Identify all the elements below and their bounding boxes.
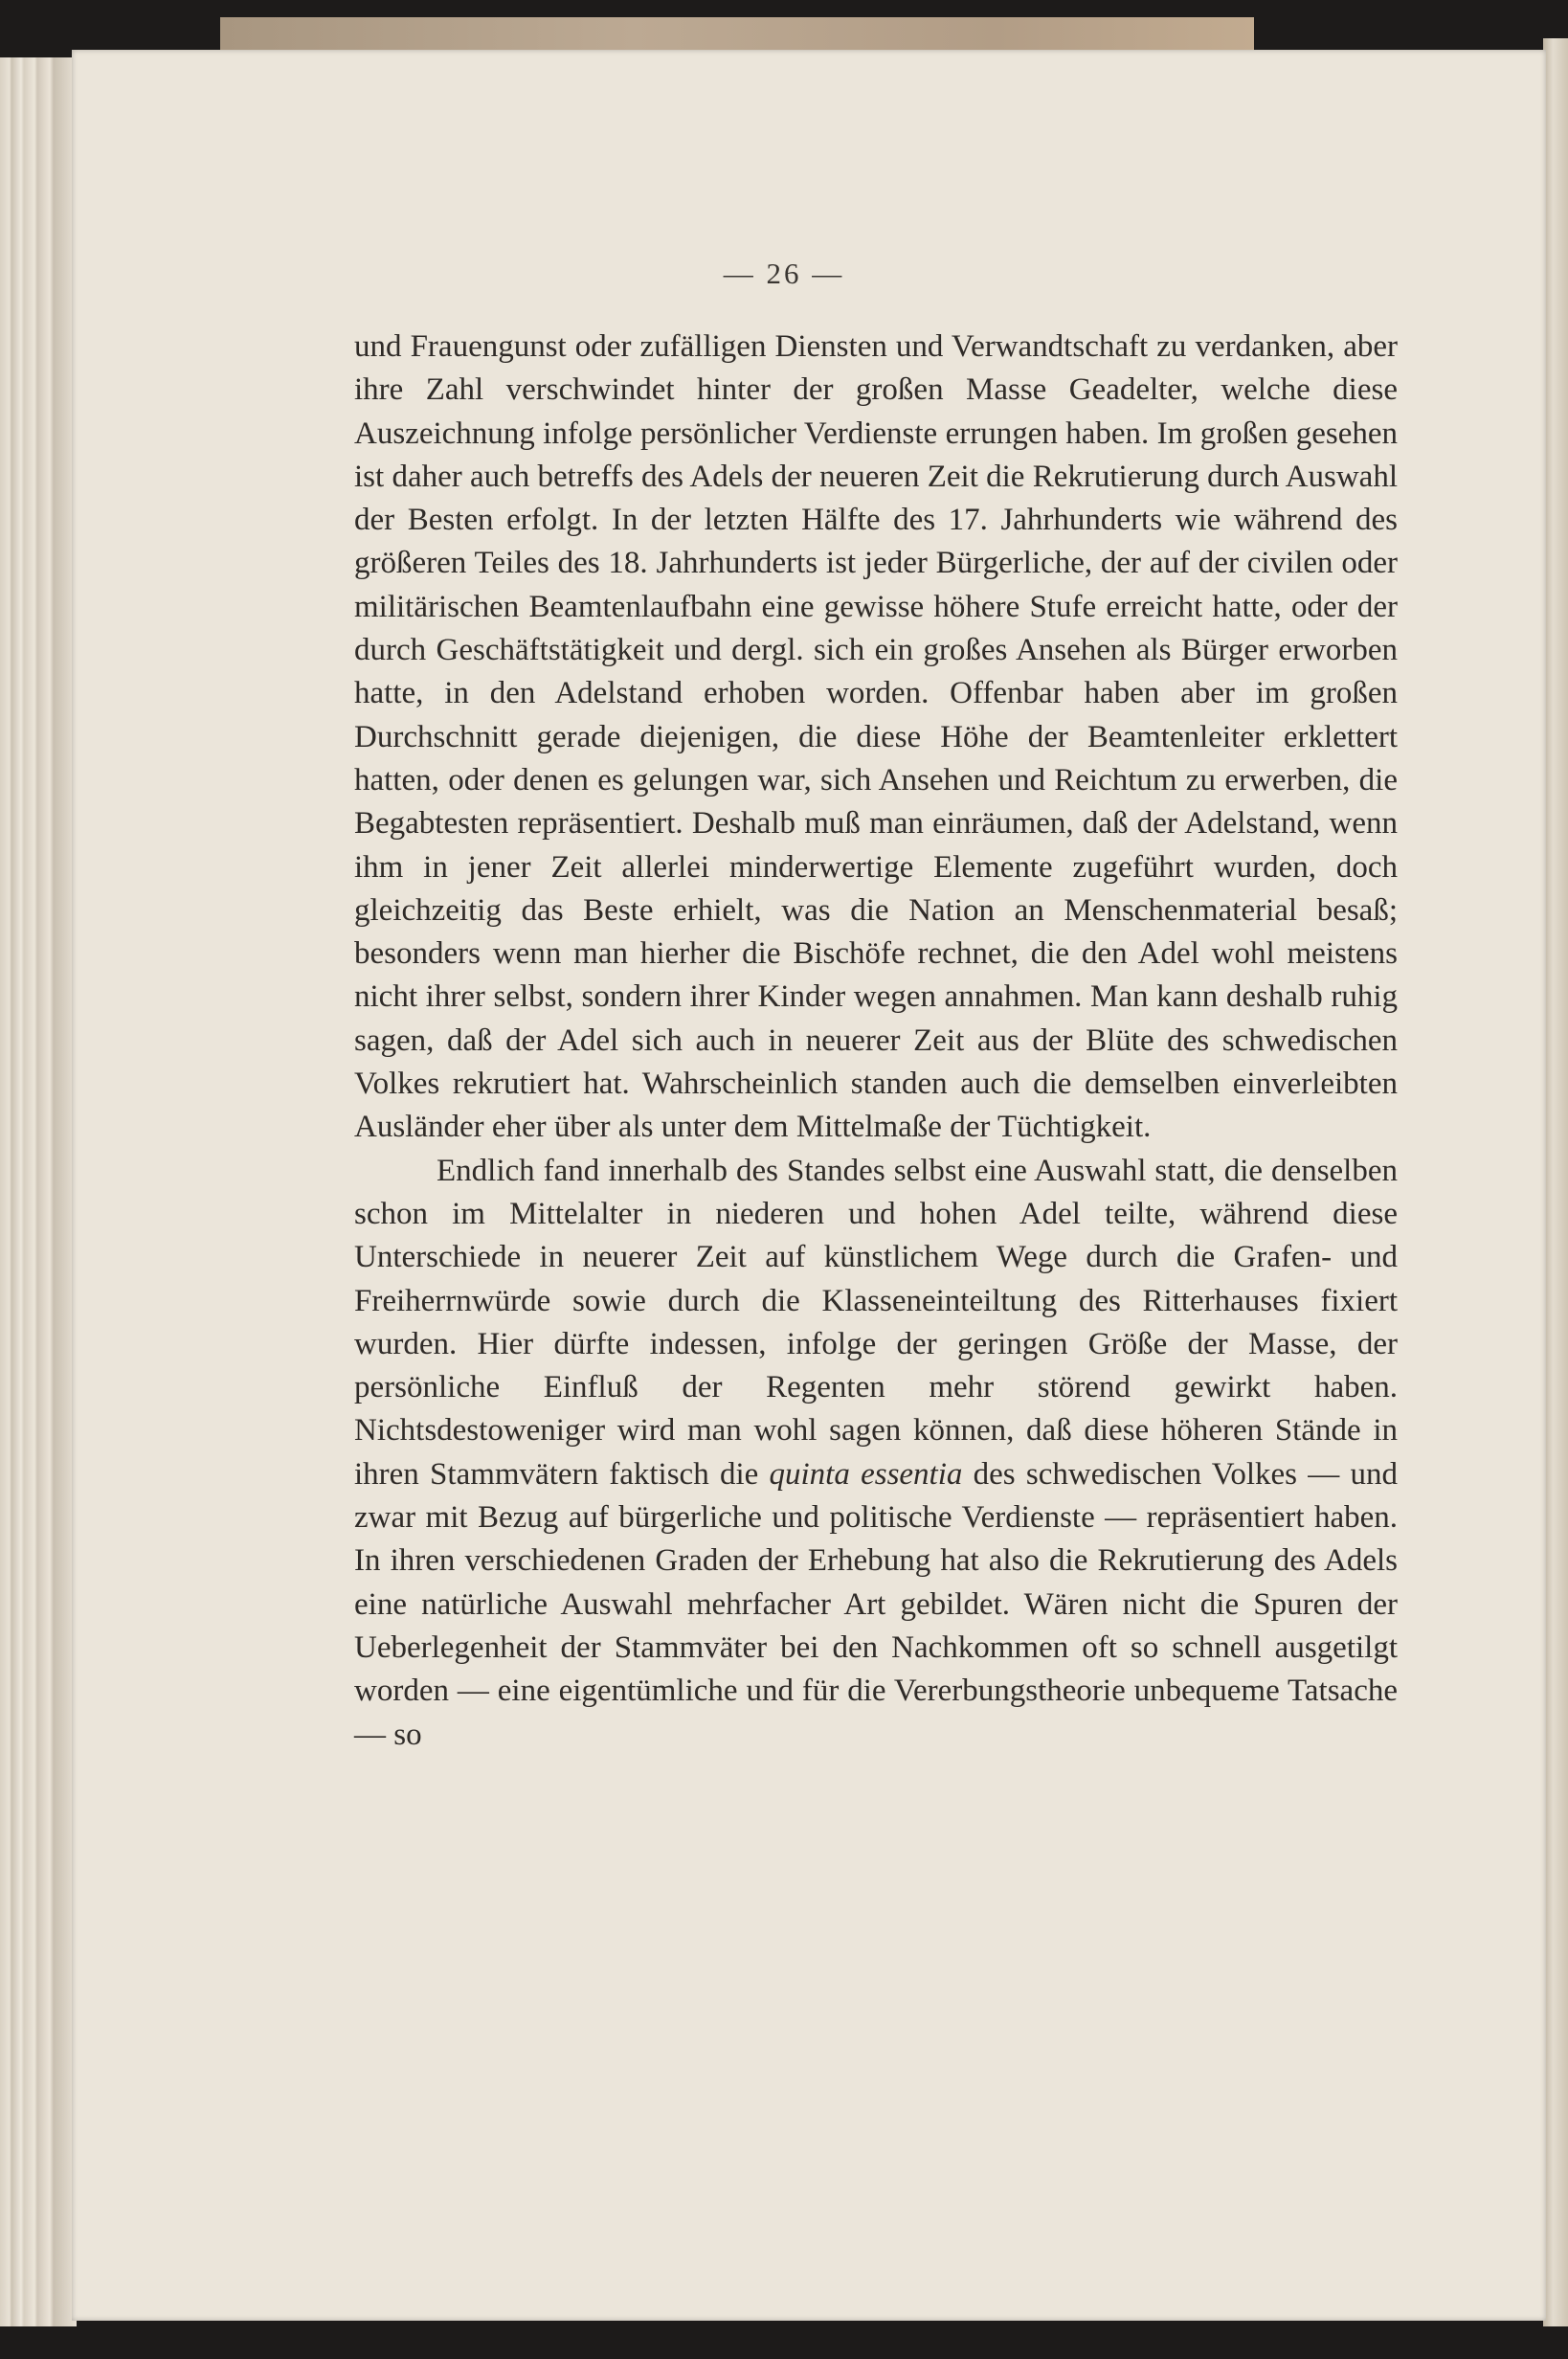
page-edge-right [1543, 38, 1568, 2326]
paragraph-2-part-1: Endlich fand innerhalb des Standes selbst eine Auswahl statt, die denselben schon im Mittelalter in niederen und hohen Adel teilte, während diese Unterschiede in neuerer Zeit auf künstlichem Wege durch die Grafen- und Freiherrnwürde sowie durch die Klasseneinteiltung des Ritterhauses fixiert wurden. Hier dürfte indessen, infolge der geringen Größe der Masse, der persönliche Einfluß der Regenten mehr störend gewirkt haben. Nichtsdestoweniger wird man wohl sagen können, daß diese höheren Stände in ihren Stammvätern faktisch die [354, 1153, 1398, 1492]
body-text [354, 326, 1398, 1757]
page-edges-left [0, 57, 77, 2326]
paragraph-2 [354, 1150, 1398, 1757]
paragraph-2-part-2: des schwedischen Volkes — und zwar mit Bezug auf bürgerliche und politische Verdienste — repräsentiert haben. In ihren verschiedenen Graden der Erhebung hat also die Rekrutierung des Adels eine natürliche Auswahl mehrfacher Art gebildet. Wären nicht die Spuren der Ueberlegenheit der Stammväter bei den Nachkommen oft so schnell ausgetilgt worden — eine eigentümliche und für die Vererbungstheorie unbequeme Tatsache — so [354, 1456, 1399, 1752]
latin-phrase: quinta essentia [769, 1456, 963, 1492]
page-number: — 26 — [723, 257, 845, 290]
paragraph-1: und Frauengunst oder zufälligen Diensten und Verwandtschaft zu verdanken, aber ihre Zahl verschwindet hinter der großen Masse Geadelter, welche diese Auszeichnung infolge persönlicher Verdienste errungen haben. Im großen gesehen ist daher auch betreffs des Adels der neueren Zeit die Rekrutierung durch Auswahl der Besten erfolgt. In der letzten Hälfte des 17. Jahrhunderts wie während des größeren Teiles des 18. Jahrhunderts ist jeder Bürgerliche, der auf der civilen oder militärischen Beamtenlaufbahn eine gewisse höhere Stufe erreicht hatte, oder der durch Geschäftstätigkeit und dergl. sich ein großes Ansehen als Bürger erworben hatte, in den Adelstand erhoben worden. Offenbar haben aber im großen Durchschnitt gerade diejenigen, die diese Höhe der Beamtenleiter erklettert hatten, oder denen es gelungen war, sich Ansehen und Reichtum zu erwerben, die Begabtesten repräsentiert. Deshalb muß man einräumen, daß der Adelstand, wenn ihm in jener Zeit allerlei minderwertige Elemente zugeführt wurden, doch gleichzeitig das Beste erhielt, was die Nation an Menschenmaterial besaß; besonders wenn man hierher die Bischöfe rechnet, die den Adel wohl meistens nicht ihrer selbst, sondern ihrer Kinder wegen annahmen. Man kann deshalb ruhig sagen, daß der Adel sich auch in neuerer Zeit aus der Blüte des schwedischen Volkes rekrutiert hat. Wahrscheinlich standen auch die demselben einverleibten Ausländer eher über als unter dem Mittelmaße der Tüchtigkeit. [354, 329, 1398, 1145]
book-edge-top [220, 17, 1254, 54]
